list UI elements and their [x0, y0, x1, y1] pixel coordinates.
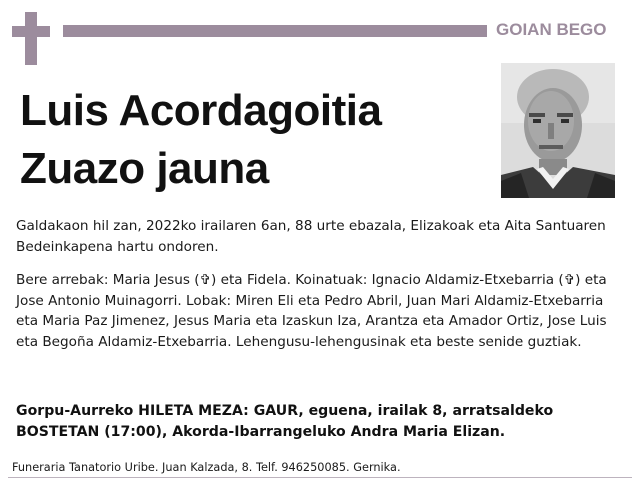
footer-rule	[8, 477, 632, 478]
funeral-mass-paragraph: Gorpu-Aurreko HILETA MEZA: GAUR, eguena, irailak 8, arratsaldeko BOSTETAN (17:00), Akorda-Ibarrangeluko Andra Maria Elizan.	[16, 403, 554, 440]
deceased-name-line1: Luis Acordagoitia	[20, 86, 382, 135]
portrait-image	[501, 63, 615, 198]
cross-vertical-bar	[25, 12, 37, 65]
deceased-portrait	[501, 63, 615, 198]
death-notice-paragraph: Galdakaon hil zan, 2022ko irailaren 6an, 88 urte ebazala, Elizakoak eta Aita Santuaren Bedeinkapena hartu ondoren.	[16, 218, 606, 255]
family-paragraph: Bere arrebak: Maria Jesus (✞) eta Fidela. Koinatuak: Ignacio Aldamiz-Etxebarria (✞) eta Jose Antonio Muinagorri. Lobak: Miren Eli eta Pedro Abril, Juan Mari Aldamiz-Etxebarria eta Maria Paz Jimenez, Jesus Maria eta Izaskun Iza, Arantza eta Amador Ortiz, Jose Luis eta Begoña Aldamiz-Etxebarria. Lehengusu-lehengusinak eta beste senide guztiak.	[16, 272, 607, 350]
header-rule	[63, 25, 487, 37]
funeral-home-footer: Funeraria Tanatorio Uribe. Juan Kalzada, 8. Telf. 946250085. Gernika.	[12, 461, 401, 474]
deceased-name	[20, 82, 480, 198]
deceased-name-line2: Zuazo jauna	[20, 144, 269, 193]
latin-cross-icon	[12, 12, 50, 65]
cross-horizontal-bar	[12, 26, 50, 37]
location-label: GOIAN BEGO	[496, 20, 607, 39]
